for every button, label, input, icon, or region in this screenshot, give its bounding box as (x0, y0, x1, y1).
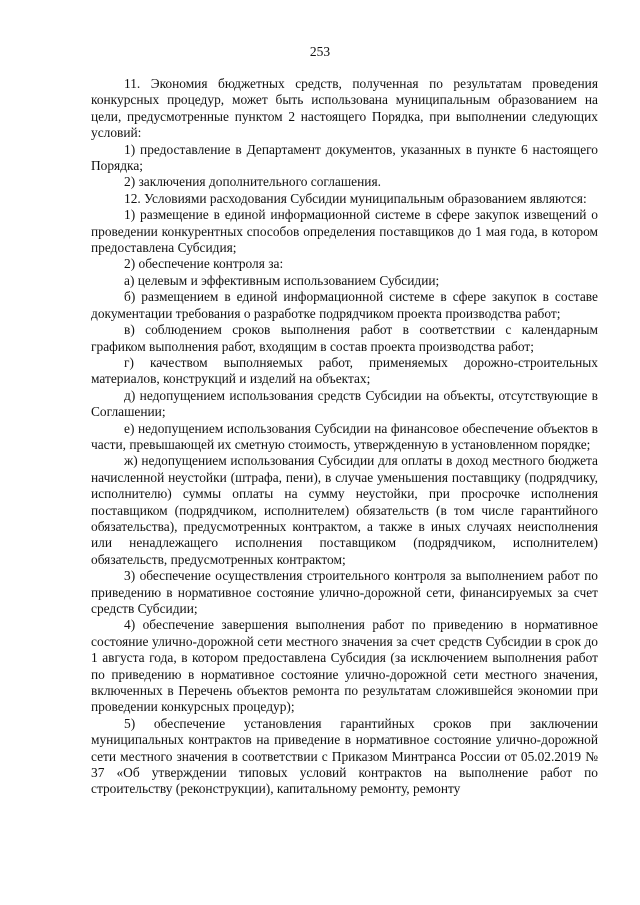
paragraph-12-item-g: г) качеством выполняемых работ, применяемых дорожно-строительных материалов, конструкций и изделий на объектах; (91, 354, 598, 387)
paragraph-12-item-a: а) целевым и эффективным использованием Субсидии; (124, 272, 440, 288)
document-body (91, 76, 598, 798)
paragraph-12-item-b: б) размещением в единой информационной системе в сфере закупок в составе документации требования о разработке подрядчиком проекта производства работ; (91, 289, 598, 321)
page-number: 253 (309, 44, 331, 59)
paragraph-12-item-d: д) недопущением использования средств Субсидии на объекты, отсутствующие в Соглашении; (91, 387, 598, 420)
paragraph-12-condition-5: 5) обеспечение установления гарантийных сроков при заключении муниципальных контрактов на приведение в нормативное состояние улично-дорожной сети местного значения в соответствии с Приказом Минтранса России от 05.02.2019 № 37 «Об утверждении типовых условий контрактов на выполнение работ по строительству (реконструкции), капитальному ремонту, ремонту (91, 715, 598, 797)
paragraph-12-item-zh: ж) недопущением использования Субсидии для оплаты в доход местного бюджета начисленной неустойки (штрафа, пени), в случае уменьшения поставщику (подрядчику, исполнителю) суммы оплаты на сумму неустойки, при просрочке исполнения поставщиком (подрядчиком, исполнителем) обязательств (в том числе гарантийного обязательства), предусмотренных контрактом, а также в иных случаях неисполнения или ненадлежащего исполнения поставщиком (подрядчиком, исполнителем) обязательств, предусмотренных контрактом; (91, 453, 598, 567)
paragraph-12-item-e: е) недопущением использования Субсидии на финансовое обеспечение объектов в части, превышающей их сметную стоимость, утвержденную в установленном порядке; (91, 420, 598, 452)
paragraph-12-item-v: в) соблюдением сроков выполнения работ в соответствии с календарным графиком выполнения работ, входящим в состав проекта производства работ; (91, 322, 598, 354)
paragraph-12-condition-4: 4) обеспечение завершения выполнения работ по приведению в нормативное состояние улично-дорожной сети местного значения за счет средств Субсидии в срок до 1 августа года, в котором предоставлена Субсидия (за исключением выполнения работ по приведению в нормативное состояние улично-дорожной сети местного значения, включенных в Перечень объектов ремонта по результатам сложившейся экономии при проведении конкурсных процедур); (91, 617, 598, 715)
paragraph-11-condition-2: 2) заключения дополнительного соглашения. (124, 174, 381, 190)
paragraph-12-condition-1: 1) размещение в единой информационной системе в сфере закупок извещений о проведении конкурентных способов определения поставщиков до 1 мая года, в котором предоставлена Субсидия; (91, 207, 598, 256)
paragraph-12-condition-3: 3) обеспечение осуществления строительного контроля за выполнением работ по приведению в нормативное состояние улично-дорожной сети, финансируемых за счет средств Субсидии; (91, 568, 598, 616)
paragraph-12: 12. Условиями расходования Субсидии муниципальным образованием являются: (124, 190, 587, 206)
paragraph-11-condition-1: 1) предоставление в Департамент документов, указанных в пункте 6 настоящего Порядка; (91, 141, 598, 174)
paragraph-12-condition-2: 2) обеспечение контроля за: (124, 256, 284, 272)
paragraph-11: 11. Экономия бюджетных средств, полученная по результатам проведения конкурсных процедур, может быть использована муниципальным образованием на цели, предусмотренные пунктом 2 настоящего Порядка, при выполнении следующих условий: (91, 76, 598, 141)
